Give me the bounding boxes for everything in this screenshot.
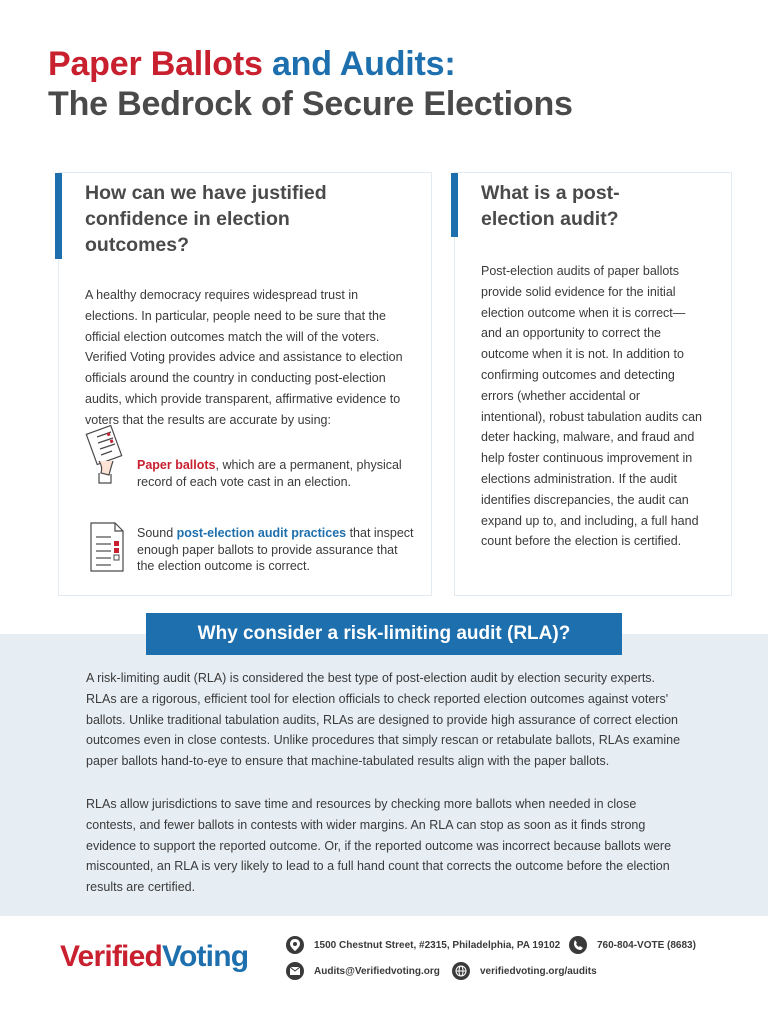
rla-paragraph-2: RLAs allow jurisdictions to save time and resources by checking more ballots when needed in close contests, and fewer ballots in contests with wider margins. An RLA can stop as soon as it finds strong evidence to support the reported outcome. Or, if the reported outcome was incorrect because ballots were miscounted, an RLA is very likely to lead to a full hand count that corrects the outcome before the election results are certified.: [86, 797, 672, 895]
hand-holding-ballot-icon: [85, 415, 129, 485]
email[interactable]: [286, 962, 440, 980]
location-pin-icon: [286, 936, 304, 954]
address: [286, 936, 560, 954]
audit-practices-text: [137, 525, 415, 575]
title-blue-part: and Audits:: [271, 45, 456, 83]
logo-voting: Voting: [161, 940, 249, 973]
paper-ballots-text: [137, 457, 415, 490]
rla-banner: Why consider a risk-limiting audit (RLA)?: [146, 613, 622, 655]
confidence-heading: How can we have justified confidence in election outcomes?: [85, 182, 327, 256]
rla-paragraph-1: A risk-limiting audit (RLA) is considered the best type of post-election audit by election security experts. RLAs are a rigorous, efficient tool for election officials to check reported election outcomes against voters' ballots. Unlike traditional tabulation audits, RLAs are designed to provide high assurance of correct election outcomes even in close contests. Unlike procedures that simply rescan or retabulate ballots, RLAs examine paper ballots hand-to-eye to ensure that machine-tabulated results align with the paper ballots.: [86, 671, 681, 769]
checklist-document-icon: [85, 519, 129, 589]
audit-practices-rest: that inspect enough paper ballots to provide assurance that the election outcome is correct.: [137, 526, 414, 573]
audit-practices-emphasis: post-election audit practices: [176, 526, 347, 540]
paper-ballots-rest: , which are a permanent, physical record of each vote cast in an election.: [137, 458, 402, 489]
title-line-1: [48, 44, 728, 84]
verified-voting-logo[interactable]: [60, 940, 248, 974]
title-red-part: Paper Ballots: [48, 45, 263, 83]
card-accent-bar: [55, 173, 62, 259]
title-line-2: The Bedrock of Secure Elections: [48, 85, 573, 123]
audit-practices-lead: Sound: [137, 526, 177, 540]
phone[interactable]: [569, 936, 696, 954]
email-text: Audits@Verifiedvoting.org: [314, 965, 440, 977]
post-election-audit-heading: What is a post-election audit?: [481, 182, 620, 230]
post-election-audit-card: [454, 172, 732, 596]
card-accent-bar: [451, 173, 458, 237]
logo-verified: Verified: [60, 940, 162, 973]
confidence-card: [58, 172, 432, 596]
envelope-icon: [286, 962, 304, 980]
page-title: [48, 44, 728, 124]
website-text: verifiedvoting.org/audits: [480, 965, 597, 977]
address-text: 1500 Chestnut Street, #2315, Philadelphia, PA 19102: [314, 939, 561, 951]
website[interactable]: [452, 962, 597, 980]
phone-text: 760-804-VOTE (8683): [597, 939, 696, 951]
paper-ballots-emphasis: Paper ballots: [137, 458, 216, 472]
confidence-intro: A healthy democracy requires widespread trust in elections. In particular, people need to be sure that the official election outcomes match the will of the voters. Verified Voting provides advice and assistance to election officials around the country in conducting post-election audits, which provide transparent, affirmative evidence to voters that the results are accurate by using:: [85, 288, 403, 427]
post-election-audit-body: Post-election audits of paper ballots provide solid evidence for the initial election outcome when it is correct—and an opportunity to correct the outcome when it is not. In addition to confirming outcomes and detecting errors (whether accidental or intentional), robust tabulation audits can deter hacking, malware, and fraud and help foster continuous improvement in elections administration. If the audit identifies discrepancies, the audit can expand up to, and including, a full hand count before the election is certified.: [481, 264, 702, 549]
phone-icon: [569, 936, 587, 954]
globe-icon: [452, 962, 470, 980]
